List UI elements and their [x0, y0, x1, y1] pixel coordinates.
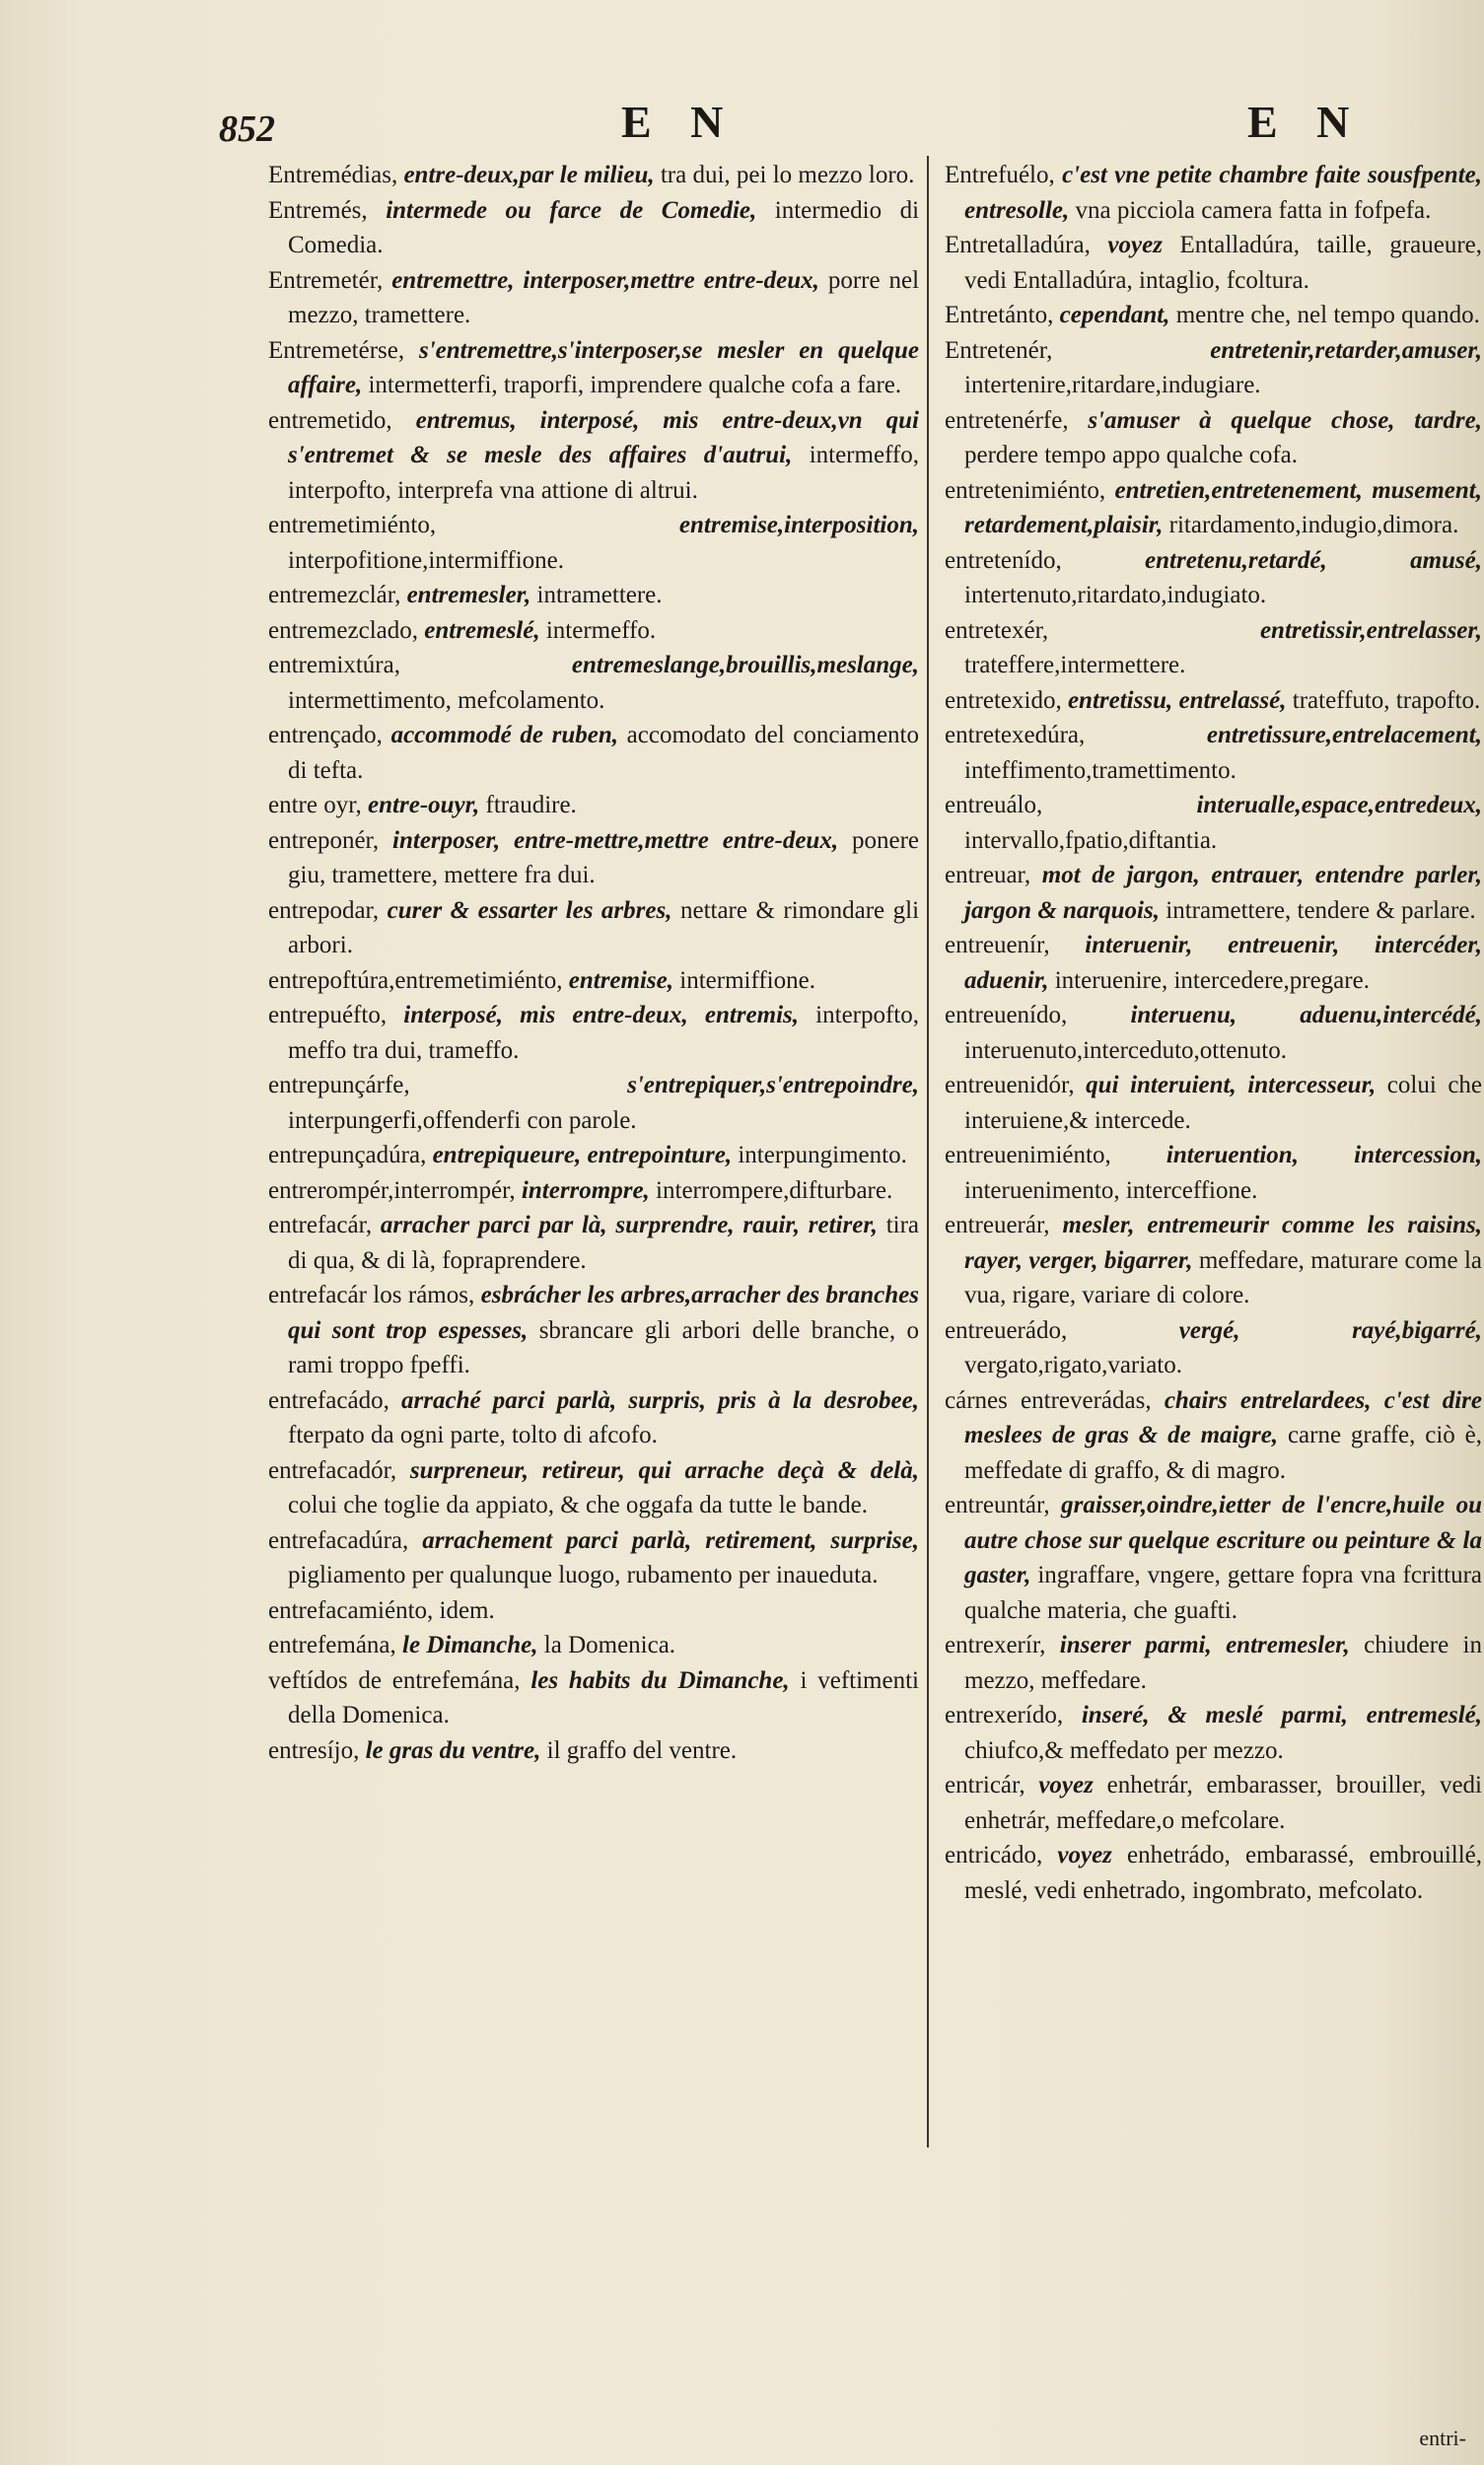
- french-gloss: curer & essarter les arbres,: [387, 896, 672, 924]
- italian-gloss: intermeffo, interpofto, interprefa vna attione di altrui.: [288, 442, 919, 504]
- headword: cárnes entreverádas,: [945, 1386, 1152, 1414]
- dictionary-entry: [268, 158, 919, 193]
- italian-gloss: mentre che, nel tempo quando.: [1175, 302, 1480, 328]
- italian-gloss: la Domenica.: [543, 1632, 676, 1658]
- french-gloss: arracher parci par là, surprendre, rauir, retirer,: [380, 1212, 878, 1238]
- dictionary-entry: [268, 963, 919, 999]
- headword: entrefacadór,: [268, 1456, 397, 1484]
- headword: entreuenidór,: [945, 1072, 1075, 1098]
- french-gloss: entrepiqueure, entrepointure,: [432, 1142, 733, 1168]
- italian-gloss: interuenimento, interceffione.: [964, 1176, 1258, 1204]
- french-gloss: c'est vne petite chambre faite sousfpente, entresolle,: [964, 162, 1482, 224]
- french-gloss: entremise,: [568, 966, 673, 994]
- dictionary-entry: [945, 1628, 1482, 1698]
- italian-gloss: inteffimento,tramettimento.: [964, 756, 1237, 784]
- dictionary-entry: [945, 1488, 1482, 1628]
- dictionary-entry: [945, 788, 1482, 858]
- italian-gloss: interpofitione,intermiffione.: [288, 546, 565, 574]
- left-column: [268, 158, 919, 1768]
- dictionary-entry: [268, 1383, 919, 1453]
- dictionary-entry: [268, 578, 919, 613]
- dictionary-entry: [268, 193, 919, 263]
- headword: entretexido,: [945, 686, 1062, 714]
- headword: entretenimiénto,: [945, 476, 1106, 504]
- headword: entremetido,: [268, 406, 392, 434]
- french-gloss: accommodé de ruben,: [390, 722, 619, 748]
- headword: entremezclár,: [268, 582, 401, 608]
- italian-gloss: interuenire, intercedere,pregare.: [1054, 966, 1370, 994]
- french-gloss: le gras du ventre,: [365, 1736, 541, 1764]
- italian-gloss: tira di qua, & di là, foprаprendere.: [288, 1212, 920, 1274]
- italian-gloss: intramettere.: [536, 582, 663, 608]
- headword: entrefacádo,: [268, 1386, 389, 1414]
- french-gloss: les habits du Dimanche,: [530, 1666, 790, 1694]
- headword: Entretánto,: [945, 302, 1054, 328]
- italian-gloss: accomodato del conciamento di tefta.: [288, 722, 920, 784]
- headword: entrepunçadúra,: [268, 1142, 427, 1168]
- italian-gloss: idem.: [439, 1596, 495, 1624]
- headword: entrepunçárfe,: [268, 1072, 410, 1098]
- french-gloss: arrachement parci parlà, retirement, surprise,: [422, 1526, 920, 1554]
- french-gloss: arraché parci parlà, surpris, pris à la desrobee,: [401, 1386, 919, 1414]
- italian-gloss: interpungerfi,offenderfi con parole.: [288, 1106, 637, 1134]
- dictionary-entry: [268, 998, 919, 1068]
- french-gloss: qui interuient, intercesseur,: [1086, 1072, 1377, 1098]
- running-head-right: E N: [1247, 97, 1364, 147]
- italian-gloss: intervallo,fpatio,diftantia.: [964, 826, 1218, 854]
- french-gloss: mesler, entremeurir comme les raisins, rayer, verger, bigarrer,: [964, 1212, 1482, 1274]
- french-gloss: entretien,entretenement, musement, retardement,plaisir,: [964, 476, 1482, 538]
- headword: entremetimiénto,: [268, 512, 437, 538]
- french-gloss: entremus, interposé, mis entre-deux,vn qui s'entremet & se mesle des affaires d'autrui,: [288, 406, 919, 468]
- french-gloss: entre-deux,par le milieu,: [403, 162, 655, 188]
- dictionary-entry: [945, 1838, 1482, 1908]
- dictionary-entry: [268, 263, 919, 333]
- french-gloss: s'amuser à quelque chose, tardre,: [1088, 406, 1482, 434]
- page-number: 852: [219, 108, 275, 150]
- right-column: [945, 158, 1482, 1908]
- french-gloss: interuention, intercession,: [1166, 1142, 1482, 1168]
- catchword: entri-: [1419, 2426, 1466, 2450]
- dictionary-entry: [945, 333, 1482, 403]
- italian-gloss: trateffuto, trapofto.: [1292, 686, 1481, 714]
- italian-gloss: enhetrádo, embarassé, embrouillé, meslé, vedi enhetrado, ingombrato, mefcolato.: [964, 1842, 1482, 1904]
- dictionary-entry: [945, 1698, 1482, 1768]
- headword: entretenérfe,: [945, 406, 1069, 434]
- french-gloss: inseré, & meslé parmi, entremeslé,: [1081, 1702, 1482, 1728]
- dictionary-entry: [268, 823, 919, 893]
- headword: veftídos de entrefemána,: [268, 1666, 521, 1694]
- french-gloss: interualle,espace,entredeux,: [1196, 792, 1482, 818]
- dictionary-entry: [268, 1138, 919, 1173]
- headword: Entremés,: [268, 196, 368, 224]
- french-gloss: entretissure,entrelacement,: [1206, 722, 1482, 748]
- italian-gloss: tra dui, pei lo mezzo loro.: [660, 162, 915, 188]
- french-gloss: interrompre,: [521, 1176, 650, 1204]
- french-gloss: interuenir, entreuenir, intercéder, aduenir,: [964, 932, 1482, 994]
- headword: entreuar,: [945, 862, 1031, 888]
- dictionary-entry: [268, 1068, 919, 1138]
- french-gloss: entremettre, interposer,mettre entre-deux,: [391, 266, 819, 294]
- page-header: [0, 94, 1484, 153]
- headword: entrefacár los rámos,: [268, 1282, 475, 1308]
- headword: entrepoftúra,entremetimiénto,: [268, 966, 563, 994]
- italian-gloss: ingraffare, vngere, gettare fopra vna fcrittura qualche materia, che guafti.: [964, 1562, 1482, 1624]
- italian-gloss: il graffo del ventre.: [546, 1736, 738, 1764]
- french-gloss: s'entremettre,s'interposer,se mesler en quelque affaire,: [288, 336, 919, 398]
- french-gloss: mot de jargon, entrauer, entendre parler, jargon & narquois,: [964, 862, 1482, 924]
- italian-gloss: meffedare, maturare come la vua, rigare, variare di colore.: [964, 1246, 1482, 1308]
- headword: entreuálo,: [945, 792, 1043, 818]
- dictionary-entry: [945, 158, 1482, 228]
- dictionary-entry: [945, 1313, 1482, 1383]
- headword: entreponér,: [268, 826, 380, 854]
- dictionary-entry: [268, 1593, 919, 1629]
- dictionary-entry: [945, 1068, 1482, 1138]
- headword: entretexér,: [945, 616, 1049, 644]
- italian-gloss: pigliamento per qualunque luogo, rubamento per inaueduta.: [288, 1562, 879, 1588]
- headword: entreuenimiénto,: [945, 1142, 1111, 1168]
- italian-gloss: interpofto, meffo tra dui, trameffo.: [288, 1002, 920, 1064]
- italian-gloss: intermedio di Comedia.: [288, 196, 920, 258]
- french-gloss: interposé, mis entre-deux, entremis,: [403, 1002, 800, 1028]
- headword: Entretalladúra,: [945, 232, 1091, 258]
- italian-gloss: intermetterfi, traporfi, imprendere qualche cofa a fare.: [368, 372, 902, 398]
- headword: entreuntár,: [945, 1492, 1050, 1518]
- headword: entreuenído,: [945, 1002, 1068, 1028]
- dictionary-entry: [268, 718, 919, 788]
- italian-gloss: interuenuto,interceduto,ottenuto.: [964, 1036, 1287, 1064]
- headword: entretexedúra,: [945, 722, 1086, 748]
- dictionary-entry: [268, 1733, 919, 1769]
- italian-gloss: fterpato da ogni parte, tolto di afcofo.: [288, 1422, 658, 1448]
- french-gloss: intermede ou farce de Comedie,: [386, 196, 757, 224]
- italian-gloss: i veftimenti della Domenica.: [288, 1666, 919, 1728]
- headword: entrençado,: [268, 722, 383, 748]
- french-gloss: surpreneur, retireur, qui arrache deçà & delà,: [409, 1456, 919, 1484]
- headword: entrerompér,interrompér,: [268, 1176, 516, 1204]
- french-gloss: voyez: [1038, 1772, 1094, 1798]
- column-divider: [927, 156, 929, 2148]
- italian-gloss: intramettere, tendere & parlare.: [1166, 896, 1476, 924]
- dictionary-entry: [268, 1278, 919, 1383]
- headword: entremezclado,: [268, 616, 418, 644]
- headword: Entremetérse,: [268, 336, 405, 364]
- headword: Entrefuélo,: [945, 162, 1055, 188]
- headword: entrepodar,: [268, 896, 380, 924]
- dictionary-entry: [945, 1383, 1482, 1489]
- italian-gloss: trateffere,intermettere.: [964, 652, 1186, 678]
- headword: entremixtúra,: [268, 652, 400, 678]
- dictionary-entry: [945, 403, 1482, 473]
- italian-gloss: colui che interuiene,& intercede.: [964, 1072, 1482, 1134]
- dictionary-entry: [268, 613, 919, 649]
- dictionary-entry: [945, 228, 1482, 298]
- french-gloss: interuenu, aduenu,intercédé,: [1130, 1002, 1482, 1028]
- dictionary-entry: [268, 403, 919, 509]
- french-gloss: entremise,interposition,: [678, 512, 919, 538]
- headword: entreuerádo,: [945, 1316, 1068, 1344]
- dictionary-entry: [268, 1453, 919, 1523]
- french-gloss: le Dimanche,: [402, 1632, 538, 1658]
- dictionary-entry: [268, 1173, 919, 1209]
- italian-gloss: nettare & rimondare gli arbori.: [288, 896, 920, 958]
- dictionary-entry: [268, 1208, 919, 1278]
- dictionary-entry: [945, 613, 1482, 683]
- dictionary-entry: [945, 298, 1482, 333]
- dictionary-entry: [268, 788, 919, 823]
- headword: entrefacamiénto,: [268, 1596, 434, 1624]
- italian-gloss: enhetrár, embarasser, brouiller, vedi enhetrár, meffedare,o mefcolare.: [964, 1772, 1482, 1834]
- headword: Entretenér,: [945, 336, 1053, 364]
- dictionary-entry: [945, 718, 1482, 788]
- dictionary-entry: [268, 893, 919, 963]
- french-gloss: entretissu, entrelassé,: [1067, 686, 1287, 714]
- italian-gloss: vergato,rigato,variato.: [964, 1352, 1182, 1378]
- headword: entrefacár,: [268, 1212, 373, 1238]
- french-gloss: graisser,oindre,ietter de l'encre,huile ou autre chose sur quelque escriture ou peinture & la gaster,: [964, 1492, 1482, 1588]
- headword: entrexerír,: [945, 1632, 1046, 1658]
- french-gloss: entremeslange,brouillis,meslange,: [571, 652, 919, 678]
- dictionary-entry: [945, 683, 1482, 719]
- headword: entreuerár,: [945, 1212, 1050, 1238]
- italian-gloss: ftraudire.: [485, 792, 577, 818]
- dictionary-entry: [945, 1768, 1482, 1838]
- italian-gloss: intertenuto,ritardato,indugiato.: [964, 582, 1267, 608]
- french-gloss: chairs entrelardees, c'est dire meslees de gras & de maigre,: [964, 1386, 1482, 1448]
- dictionary-entry: [268, 1663, 919, 1733]
- french-gloss: voyez: [1107, 232, 1163, 258]
- italian-gloss: ponere giu, tramettere, mettere fra dui.: [288, 826, 919, 888]
- french-gloss: entretenir,retarder,amuser,: [1210, 336, 1482, 364]
- italian-gloss: Entalladúra, taille, graueure, vedi Entalladúra, intaglio, fcoltura.: [964, 232, 1482, 294]
- headword: entrefacadúra,: [268, 1526, 409, 1554]
- headword: entreuenír,: [945, 932, 1050, 958]
- italian-gloss: intermiffione.: [679, 966, 815, 994]
- italian-gloss: interrompere,difturbare.: [656, 1176, 893, 1204]
- italian-gloss: intermeffo.: [545, 616, 657, 644]
- italian-gloss: interpungimento.: [738, 1142, 907, 1168]
- italian-gloss: colui che toglie da appiato, & che oggafa da tutte le bande.: [288, 1492, 868, 1518]
- dictionary-entry: [268, 508, 919, 578]
- dictionary-entry: [945, 473, 1482, 543]
- running-head-left: E N: [621, 97, 738, 147]
- italian-gloss: perdere tempo appo qualche cofa.: [964, 442, 1299, 468]
- italian-gloss: sbrancare gli arbori delle branche, o rami troppo fpeffi.: [288, 1316, 920, 1378]
- french-gloss: voyez: [1057, 1842, 1112, 1868]
- italian-gloss: chiudere in mezzo, meffedare.: [964, 1632, 1482, 1694]
- french-gloss: entre-ouyr,: [368, 792, 480, 818]
- french-gloss: cependant,: [1059, 302, 1170, 328]
- headword: entricádo,: [945, 1842, 1043, 1868]
- french-gloss: s'entrepiquer,s'entrepoindre,: [627, 1072, 919, 1098]
- headword: entrepuéfto,: [268, 1002, 388, 1028]
- french-gloss: entretissir,entrelasser,: [1259, 616, 1482, 644]
- dictionary-entry: [268, 1628, 919, 1663]
- headword: entricár,: [945, 1772, 1025, 1798]
- headword: entretenído,: [945, 546, 1062, 574]
- french-gloss: interposer, entre-mettre,mettre entre-deux,: [392, 826, 839, 854]
- dictionary-entry: [268, 648, 919, 718]
- dictionary-entry: [945, 928, 1482, 998]
- headword: entrexerído,: [945, 1702, 1064, 1728]
- headword: Entremédias,: [268, 162, 398, 188]
- headword: Entremetér,: [268, 266, 384, 294]
- italian-gloss: chiufco,& meffedato per mezzo.: [964, 1736, 1284, 1764]
- dictionary-entry: [945, 998, 1482, 1068]
- headword: entresíjo,: [268, 1736, 360, 1764]
- french-gloss: entremeslé,: [424, 616, 540, 644]
- italian-gloss: carne graffe, ciò è, meffedate di graffo, & di magro.: [964, 1422, 1482, 1484]
- dictionary-entry: [945, 1208, 1482, 1313]
- italian-gloss: ritardamento,indugio,dimora.: [1168, 512, 1459, 538]
- dictionary-entry: [268, 333, 919, 403]
- french-gloss: inserer parmi, entremesler,: [1059, 1632, 1350, 1658]
- dictionary-entry: [268, 1523, 919, 1593]
- headword: entrefemána,: [268, 1632, 396, 1658]
- italian-gloss: porre nel mezzo, tramettere.: [288, 266, 920, 328]
- french-gloss: entremesler,: [406, 582, 531, 608]
- dictionary-entry: [945, 543, 1482, 613]
- italian-gloss: intertenire,ritardare,indugiare.: [964, 372, 1261, 398]
- french-gloss: esbrácher les arbres,arracher des branches qui sont trop espesses,: [288, 1282, 919, 1344]
- french-gloss: vergé, rayé,bigarré,: [1178, 1316, 1482, 1344]
- dictionary-entry: [945, 858, 1482, 928]
- french-gloss: entretenu,retardé, amusé,: [1145, 546, 1482, 574]
- dictionary-entry: [945, 1138, 1482, 1208]
- headword: entre oyr,: [268, 792, 362, 818]
- italian-gloss: intermettimento, mefcolamento.: [288, 686, 605, 714]
- italian-gloss: vna picciola camera fatta in fofpefa.: [1075, 196, 1432, 224]
